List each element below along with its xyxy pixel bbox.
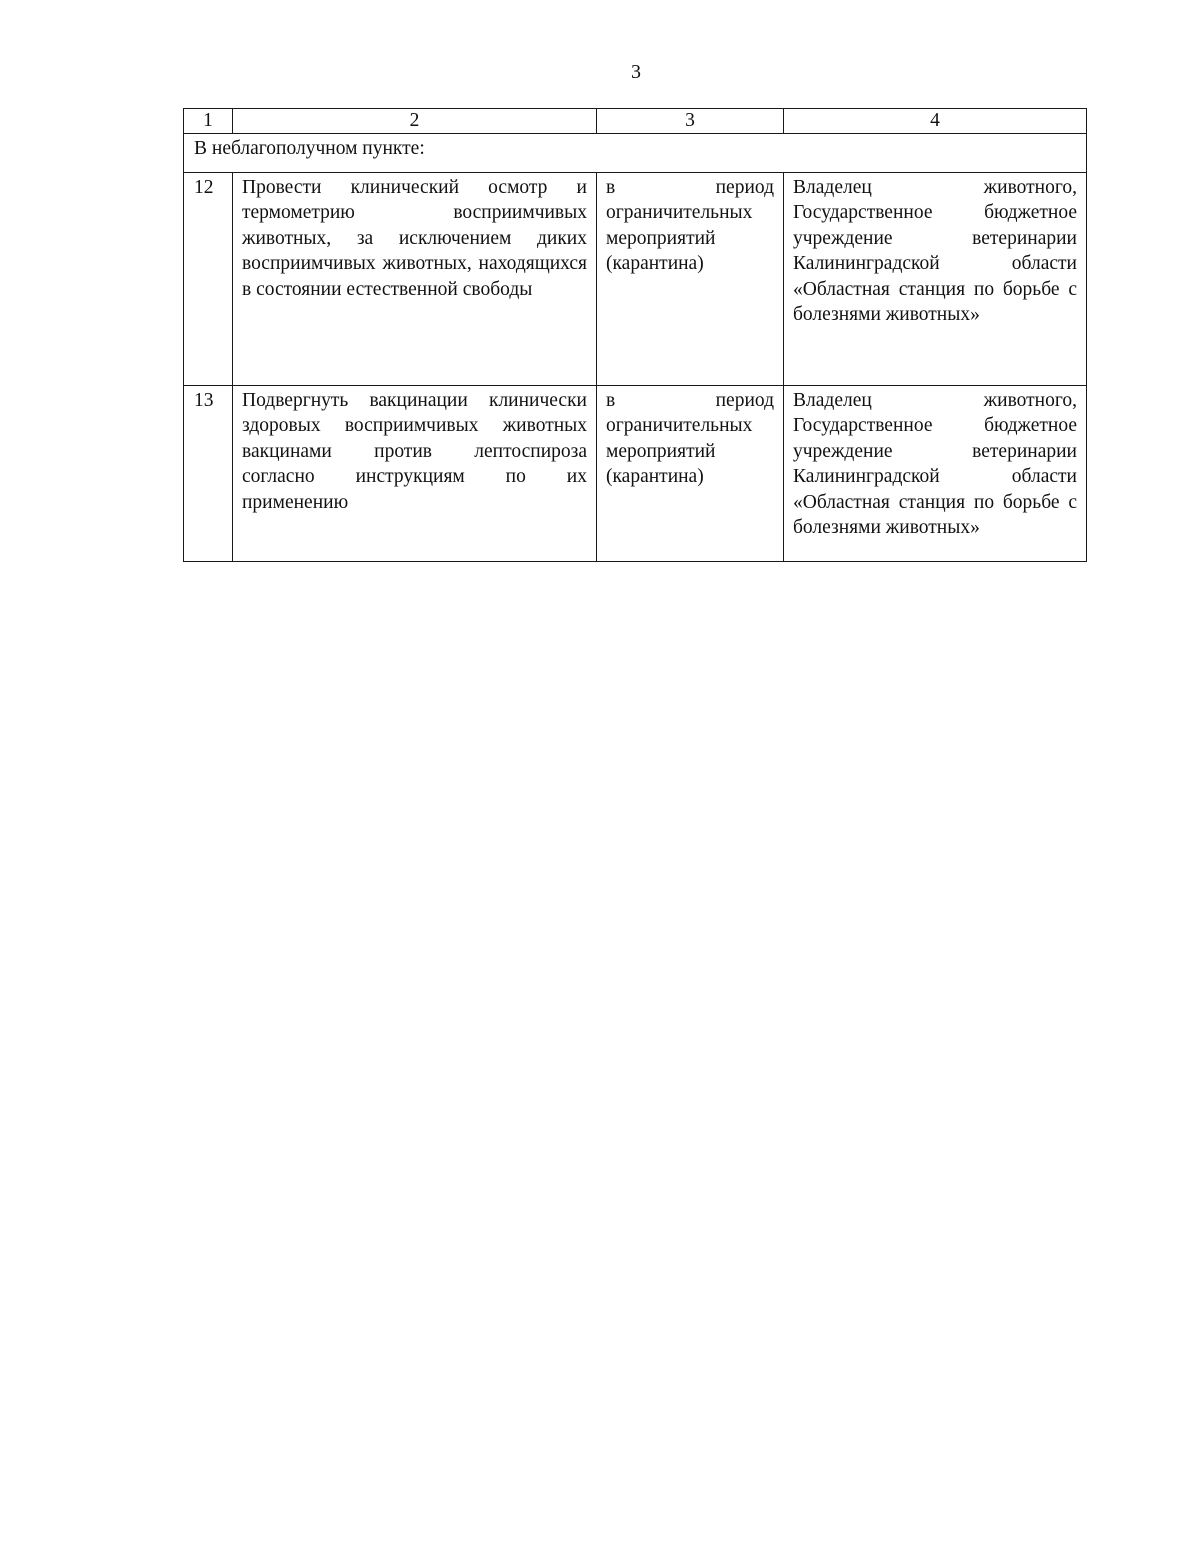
section-title: В неблагополучном пункте: xyxy=(184,134,1087,173)
measures-table xyxy=(183,108,1087,562)
row-number: 12 xyxy=(184,173,233,386)
action-text: Подвергнуть вакцинации клинически здоровых восприимчивых животных вакцинами против лептоспироза согласно инструкциям по их применению xyxy=(242,390,587,513)
header-cell-1: 1 xyxy=(184,109,233,134)
section-row xyxy=(184,134,1087,173)
table-row xyxy=(184,173,1087,386)
period-cell xyxy=(597,173,784,386)
period-cell xyxy=(597,386,784,562)
table-header-row xyxy=(184,109,1087,134)
page-number: 3 xyxy=(631,61,641,83)
header-cell-4: 4 xyxy=(784,109,1087,134)
table-row xyxy=(184,386,1087,562)
action-text: Провести клинический осмотр и термометрию восприимчивых животных, за исключением диких восприимчивых животных, находящихся в состоянии естественной свободы xyxy=(242,177,587,300)
period-text: в период ограничительных мероприятий (карантина) xyxy=(606,390,774,488)
action-cell xyxy=(233,386,597,562)
responsible-cell xyxy=(784,386,1087,562)
responsible-text: Владелец животного, Государственное бюджетное учреждение ветеринарии Калининградской области «Областная станция по борьбе с болезнями животных» xyxy=(793,177,1077,326)
action-cell xyxy=(233,173,597,386)
header-cell-2: 2 xyxy=(233,109,597,134)
responsible-cell xyxy=(784,173,1087,386)
row-number: 13 xyxy=(184,386,233,562)
period-text: в период ограничительных мероприятий (карантина) xyxy=(606,177,774,275)
header-cell-3: 3 xyxy=(597,109,784,134)
responsible-text: Владелец животного, Государственное бюджетное учреждение ветеринарии Калининградской области «Областная станция по борьбе с болезнями животных» xyxy=(793,390,1077,539)
